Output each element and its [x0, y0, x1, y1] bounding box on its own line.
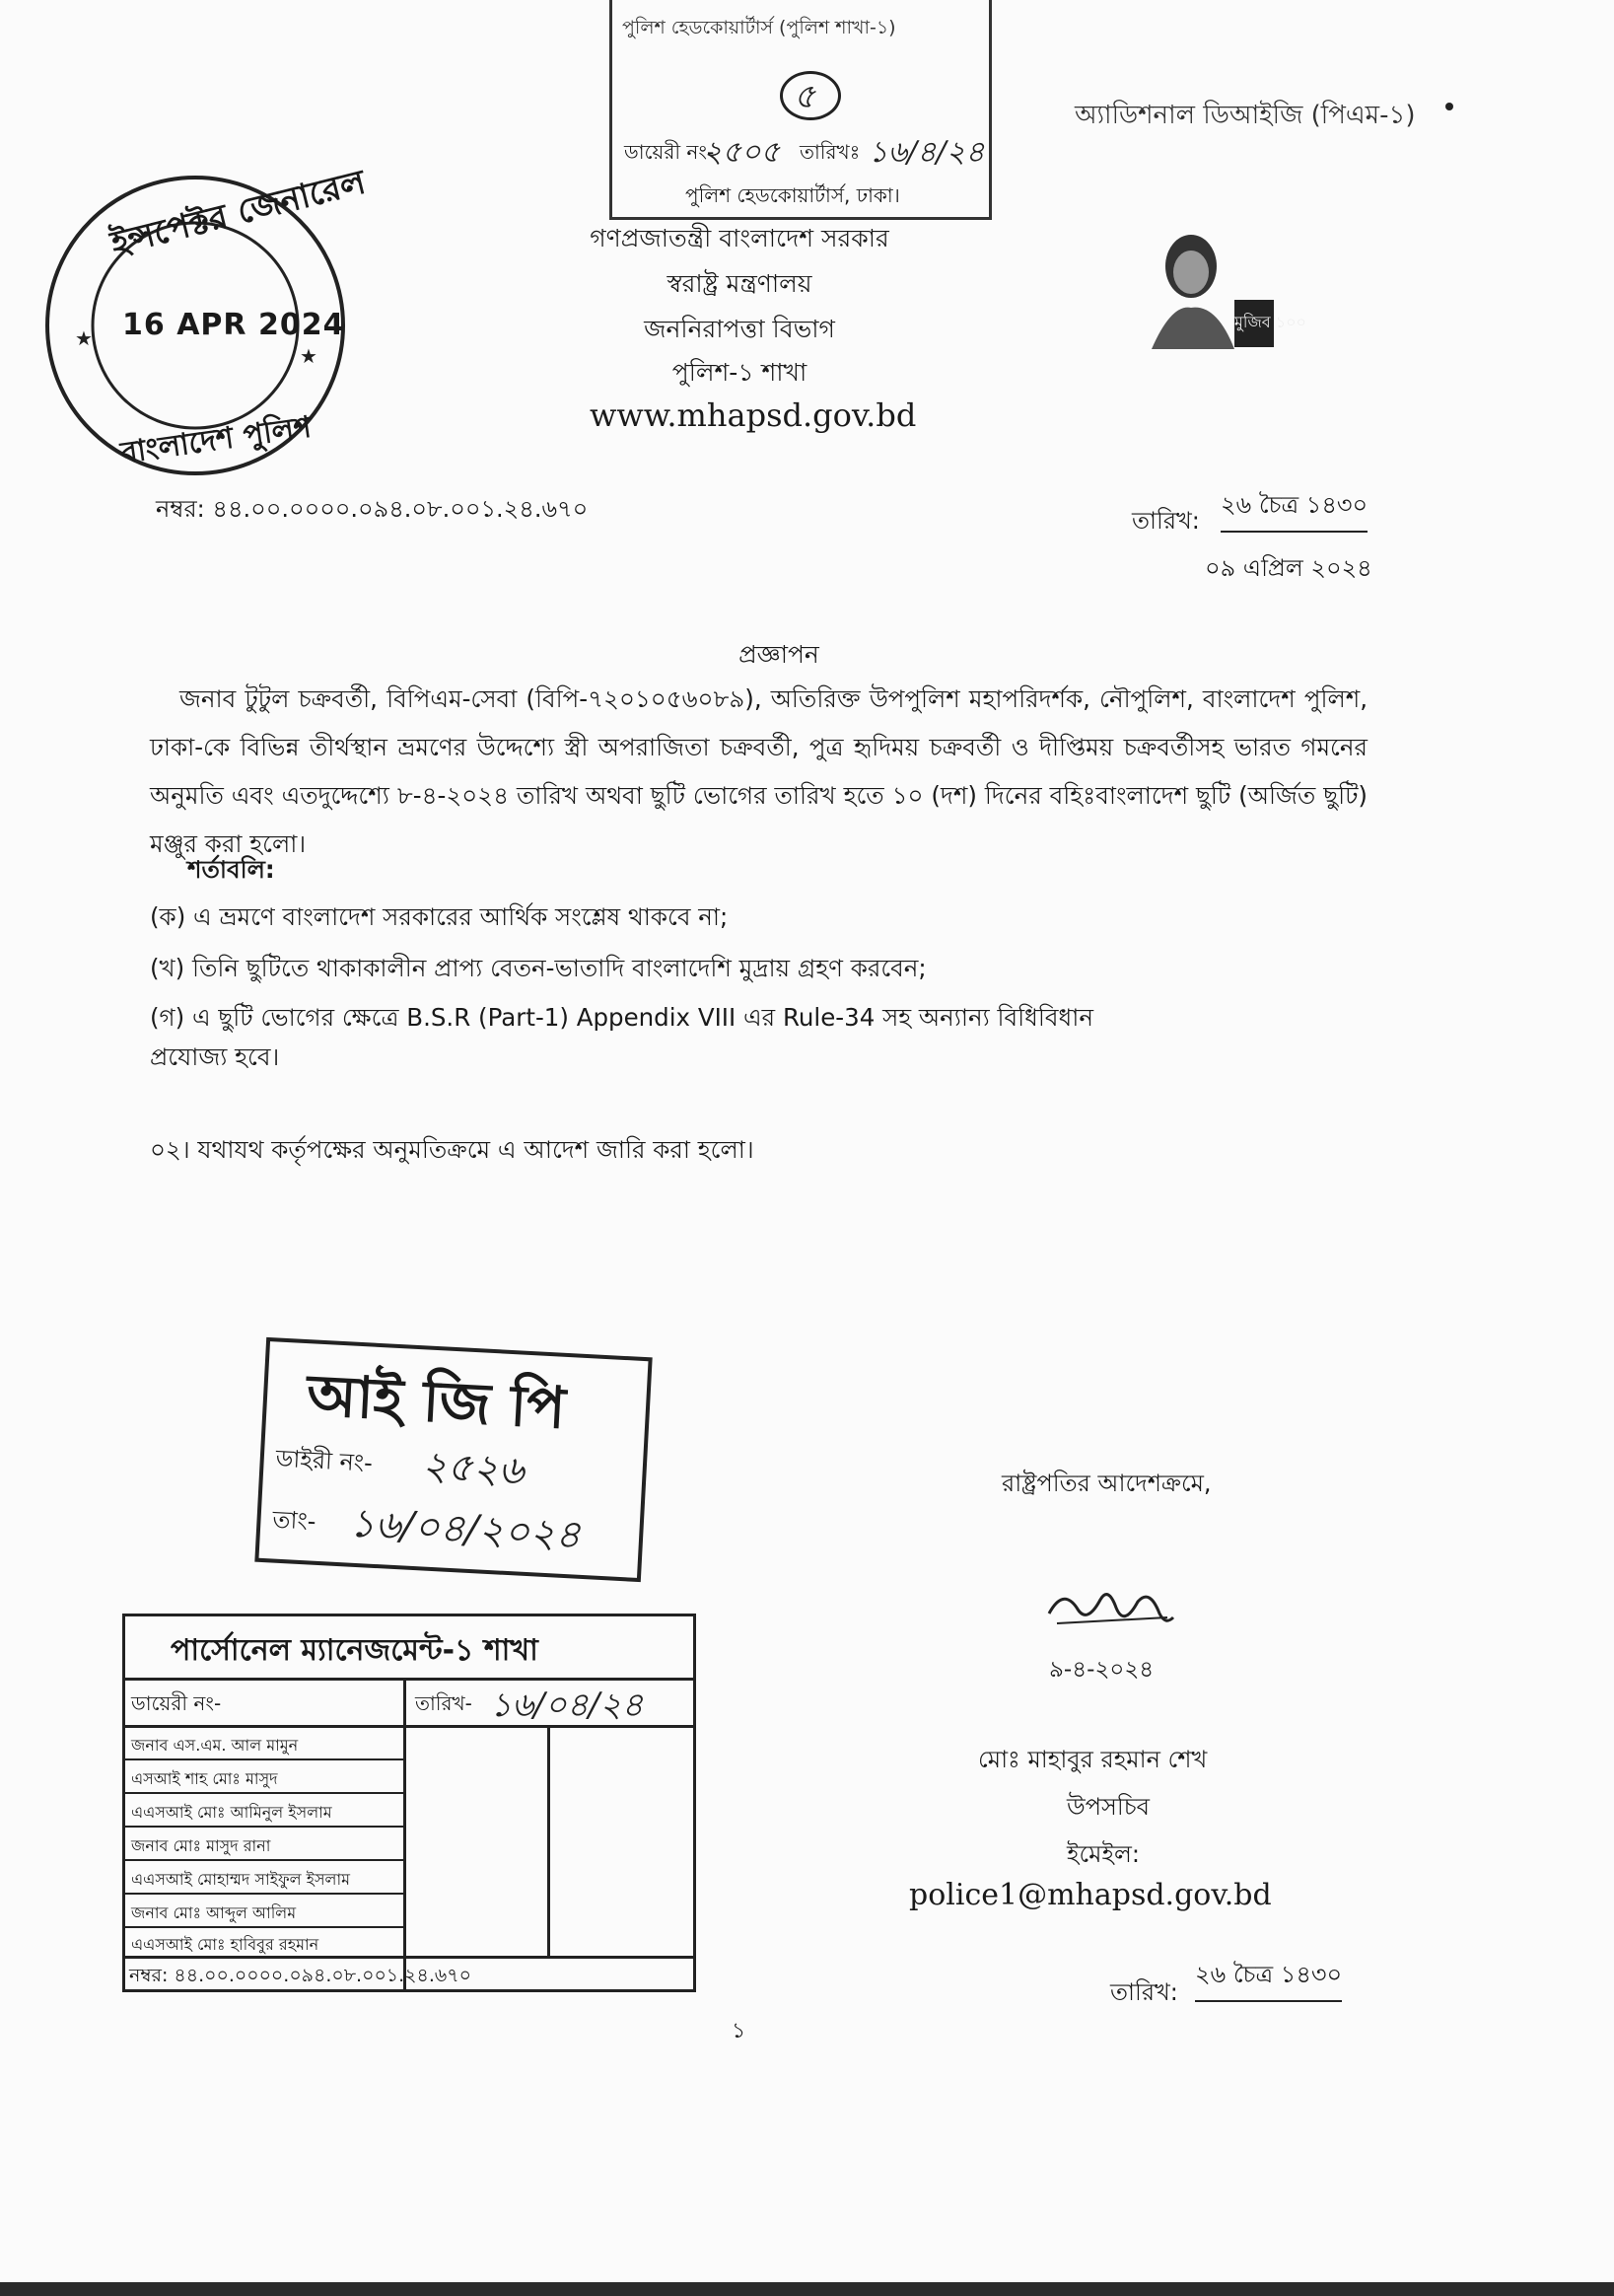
english-date: ০৯ এপ্রিল ২০২৪ [1205, 554, 1372, 582]
logo-text: মুজিব ১০০ [1234, 313, 1306, 331]
conditions-title: শর্তাবলি: [187, 855, 275, 884]
igp-date-label: তাং- [271, 1505, 317, 1536]
condition-ga: (গ) এ ছুটি ভোগের ক্ষেত্রে B.S.R (Part-1) Appendix VIII এর Rule-34 সহ অন্যান্য বিধিবিধান [150, 1003, 1093, 1032]
pm-row-5: এএসআই মোহাম্মদ সাইফুল ইসলাম [131, 1870, 350, 1889]
seal-bottom-text: বাংলাদেশ পুলিশ [118, 409, 314, 471]
pm-diary-label: ডায়েরী নং- [131, 1691, 222, 1715]
mujib-100-logo [1132, 225, 1309, 349]
igp-diary-label: ডাইরী নং- [275, 1444, 374, 1477]
pm-date-value: ১৬/০৪/২৪ [490, 1686, 644, 1725]
pm-date-label: তারিখ- [415, 1691, 472, 1715]
letterhead-line-4: পুলিশ-১ শাখা [671, 358, 807, 387]
condition-ga-cont: প্রযোজ্য হবে। [150, 1042, 280, 1071]
svg-text:★: ★ [75, 326, 93, 350]
body-paragraph: জনাব টুটুল চক্রবর্তী, বিপিএম-সেবা (বিপি-৭২০১০৫৬০৮৯), অতিরিক্ত উপপুলিশ মহাপরিদর্শক, নৌপুলিশ, বাংলাদেশ পুলিশ, ঢাকা-কে বিভিন্ন তীর্থস্থান ভ্রমণের উদ্দেশ্যে স্ত্রী অপরাজিতা চক্রবর্তী, পুত্র হৃদিময় চক্রবর্তী ও দীপ্তিময় চক্রবর্তীসহ ভারত গমনের অনুমতি এবং এতদুদ্দেশ্যে ৮-৪-২০২৪ তারিখ অথবা ছুটি ভোগের তারিখ হতে ১০ (দশ) দিনের বহিঃবাংলাদেশ ছুটি (অর্জিত ছুটি) মঞ্জুর করা হলো। [150, 684, 1368, 858]
officer-designation: উপসচিব [1067, 1793, 1151, 1821]
pm-row-6: জনাব মোঃ আব্দুল আলিম [131, 1903, 297, 1922]
pm-stamp-title: পার্সোনেল ম্যানেজমেন্ট-১ শাখা [171, 1633, 538, 1668]
signature-icon [1043, 1578, 1177, 1637]
seal-top-text: ইন্সপেক্টর জেনারেল [106, 162, 370, 264]
page-number: ১ [732, 2019, 746, 2044]
officer-name: মোঃ মাহাবুর রহমান শেখ [978, 1746, 1208, 1773]
seal-date: 16 APR 2024 [122, 308, 345, 342]
bottom-date-value: ২৬ চৈত্র ১৪৩০ [1195, 1957, 1342, 2002]
stamp-diary-label: ডায়েরী নং- [624, 140, 715, 164]
pm-row-1: জনাব এস.এম. আল মামুন [131, 1736, 299, 1755]
order-line: রাষ্ট্রপতির আদেশক্রমে, [1002, 1470, 1212, 1497]
stamp-number: ৫ [794, 77, 816, 116]
pm-row-7: এএসআই মোঃ হাবিবুর রহমান [131, 1935, 319, 1954]
officer-email: police1@mhapsd.gov.bd [909, 1878, 1272, 1912]
pm-row-2: এসআই শাহ মোঃ মাসুদ [131, 1769, 278, 1788]
letterhead-line-1: গণপ্রজাতন্ত্রী বাংলাদেশ সরকার [590, 224, 889, 252]
date-label: তারিখ: [1132, 507, 1200, 535]
pm-footer-number: নম্বর: ৪৪.০০.০০০০.০৯৪.০৮.০০১.২৪.৬৭০ [129, 1965, 471, 1986]
police-hq-diary-stamp [609, 0, 992, 220]
signed-date: ৯-৪-২০২৪ [1049, 1657, 1155, 1683]
igp-diary-value: ২৫২৬ [420, 1443, 526, 1494]
paragraph-02: ০২। যথাযথ কর্তৃপক্ষের অনুমতিক্রমে এ আদেশ জারি করা হলো। [150, 1135, 754, 1164]
stamp-date-label: তারিখঃ [800, 140, 861, 164]
stamp-date-value: ১৬/৪/২৪ [869, 135, 985, 170]
pm-row-4: জনাব মোঃ মাসুদ রানা [131, 1836, 271, 1855]
scan-bottom-edge [0, 2282, 1614, 2296]
condition-ka: (ক) এ ভ্রমণে বাংলাদেশ সরকারের আর্থিক সংশ্লেষ থাকবে না; [150, 902, 729, 931]
igp-diary-stamp [254, 1337, 652, 1582]
stamp-header-text: পুলিশ হেডকোয়ার্টার্স (পুলিশ শাখা-১) [622, 17, 896, 38]
dot-mark [1445, 103, 1453, 110]
personnel-management-stamp [122, 1614, 696, 1992]
notice-title: প্রজ্ঞাপন [738, 640, 819, 669]
bangla-date: ২৬ চৈত্র ১৪৩০ [1221, 487, 1368, 533]
memo-number: নম্বর: ৪৪.০০.০০০০.০৯৪.০৮.০০১.২৪.৬৭০ [156, 495, 589, 523]
igp-stamp-title: আই জি পি [305, 1361, 568, 1442]
letterhead-website: www.mhapsd.gov.bd [590, 396, 917, 434]
igp-date-value: ১৬/০৪/২০২৪ [348, 1500, 583, 1558]
bottom-date-label: তারিখ: [1110, 1978, 1178, 2006]
stamp-diary-value: ২৫০৫ [703, 135, 780, 170]
stamp-office: পুলিশ হেডকোয়ার্টার্স, ঢাকা। [685, 183, 900, 207]
pm-row-3: এএসআই মোঃ আমিনুল ইসলাম [131, 1803, 332, 1822]
condition-kha: (খ) তিনি ছুটিতে থাকাকালীন প্রাপ্য বেতন-ভাতাদি বাংলাদেশি মুদ্রায় গ্রহণ করবেন; [150, 954, 927, 982]
letterhead-line-3: জননিরাপত্তা বিভাগ [644, 315, 835, 343]
top-right-note: অ্যাডিশনাল ডিআইজি (পিএম-১) [1075, 101, 1416, 130]
letterhead-line-2: স্বরাষ্ট্র মন্ত্রণালয় [667, 269, 812, 298]
svg-text:★: ★ [300, 344, 317, 368]
round-police-seal [39, 162, 370, 481]
email-label: ইমেইল: [1067, 1840, 1140, 1868]
